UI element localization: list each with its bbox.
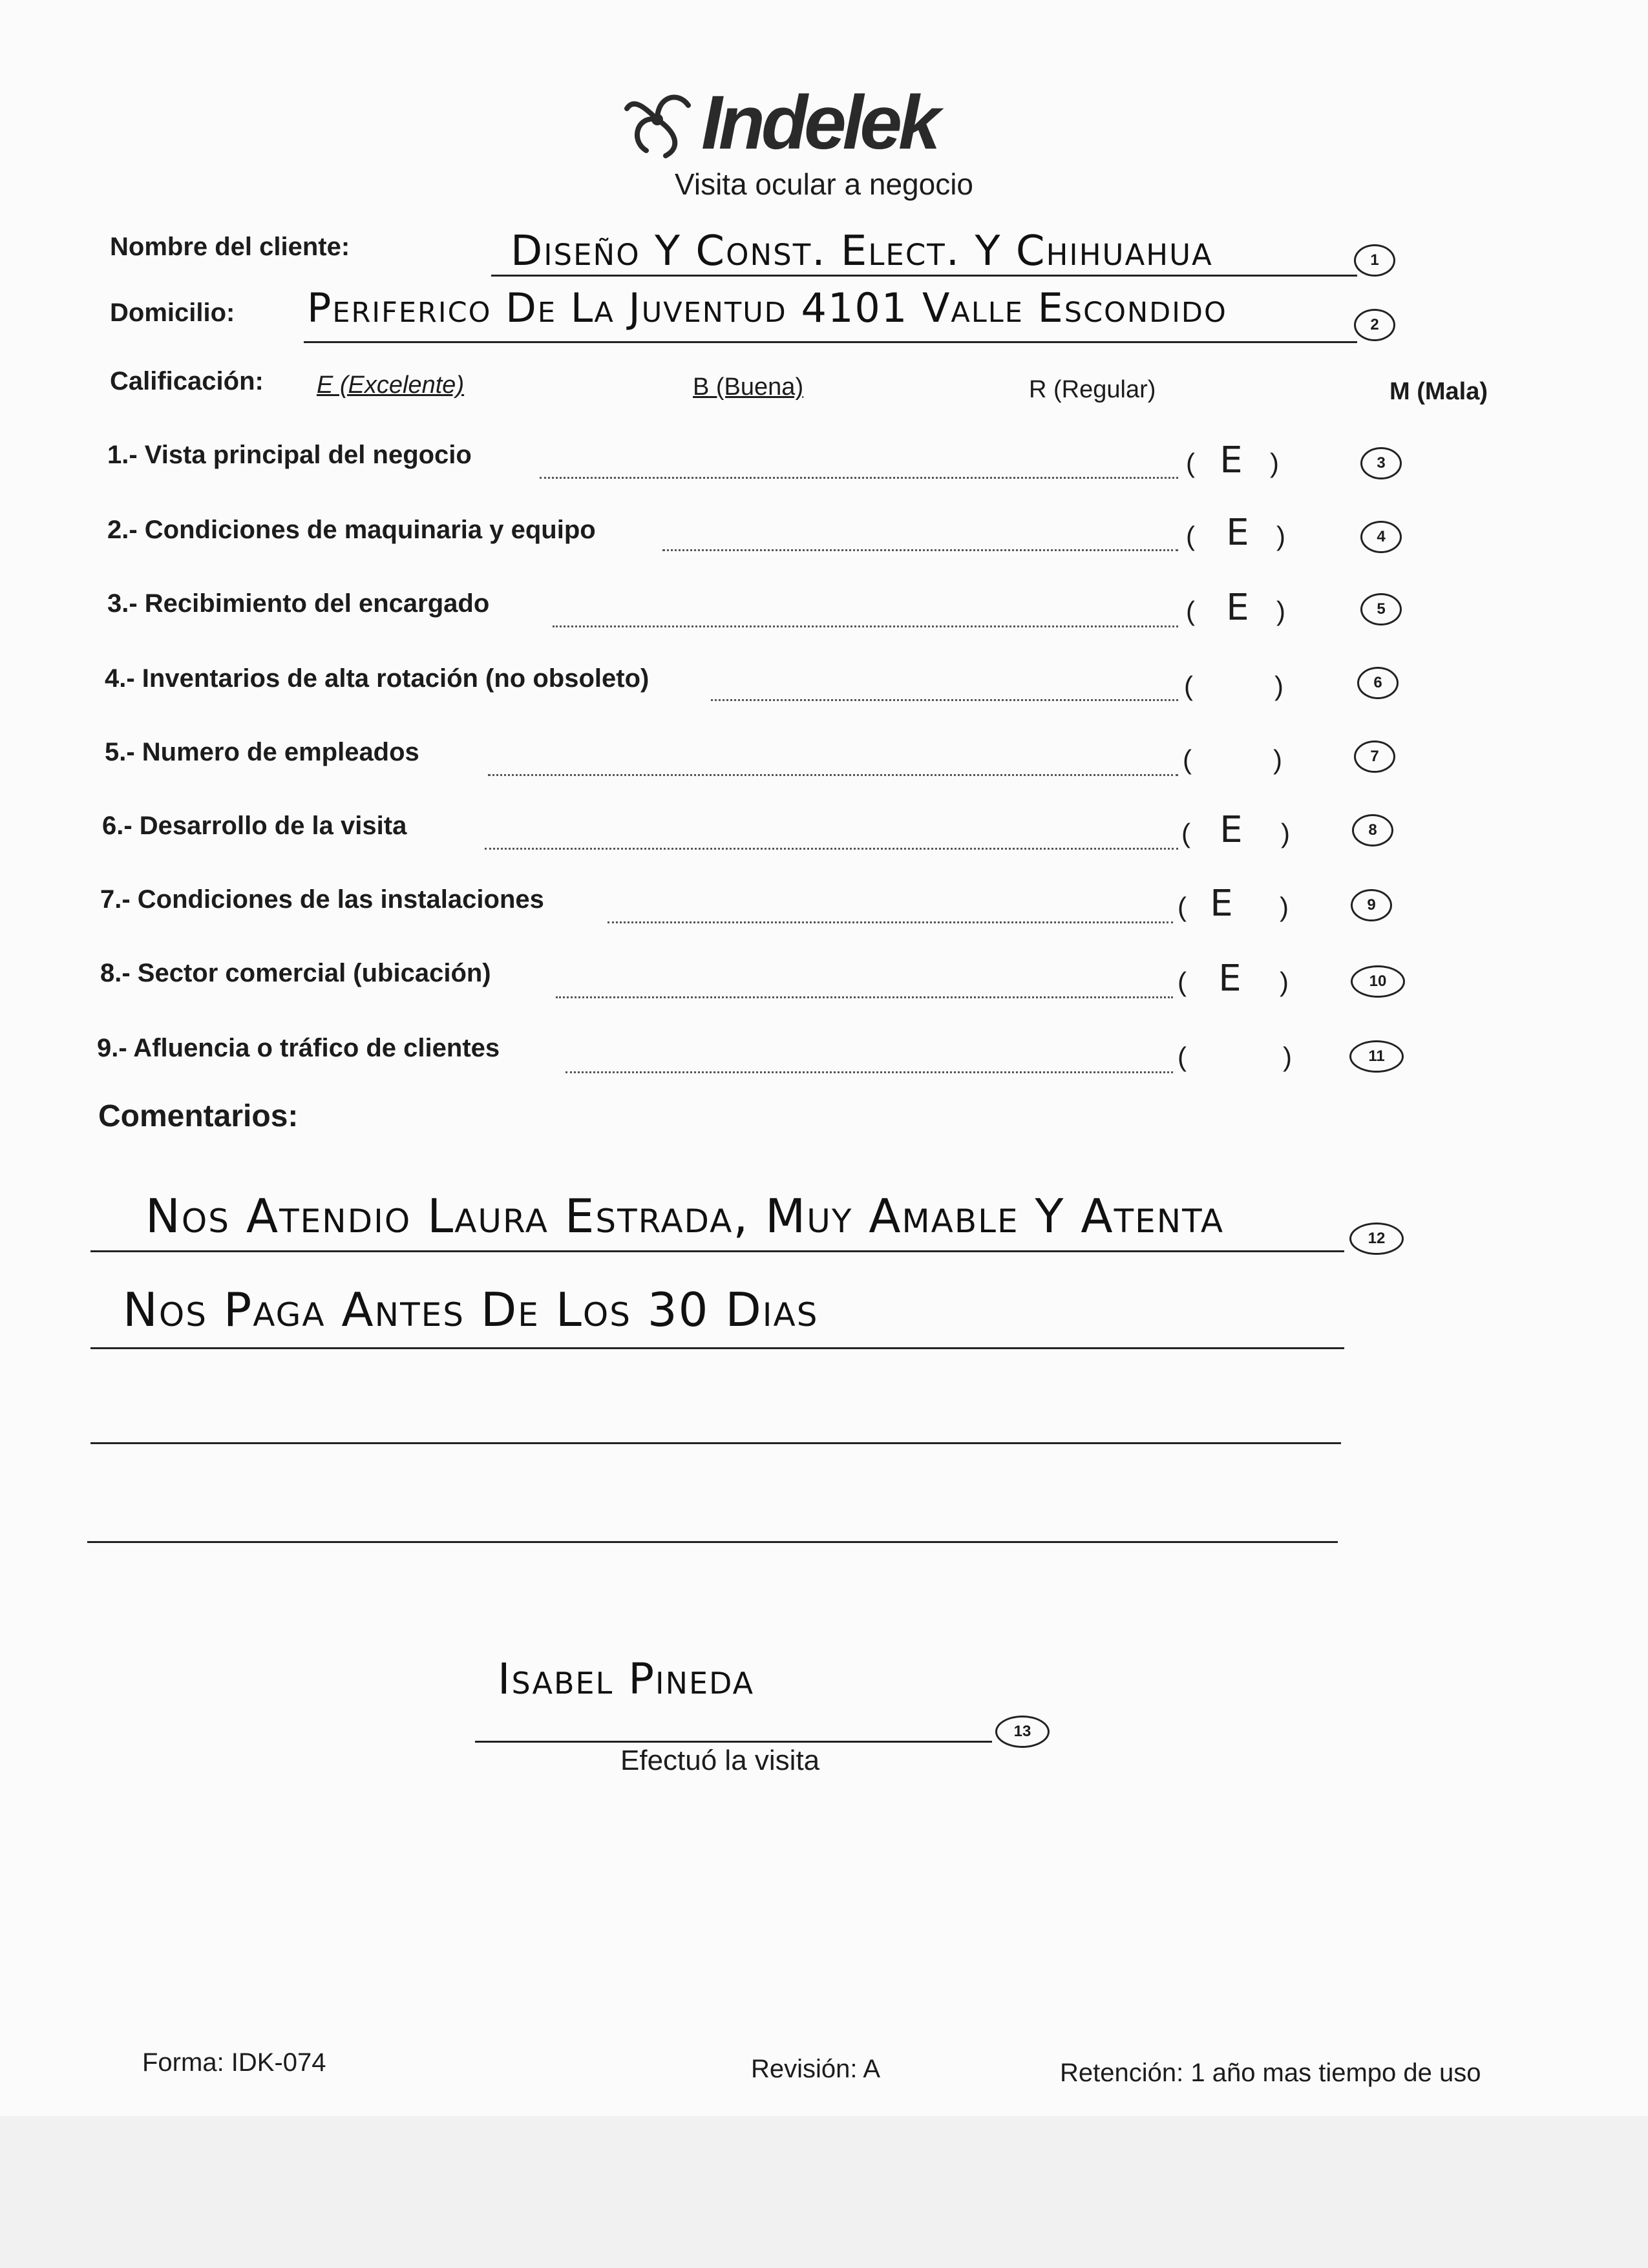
grade-value: E bbox=[1220, 809, 1243, 851]
paren-close: ) bbox=[1274, 671, 1284, 701]
grade-value: E bbox=[1220, 439, 1243, 481]
grade-value: E bbox=[1226, 587, 1249, 629]
item-label: 3.- Recibimiento del encargado bbox=[107, 589, 490, 618]
field-number-badge: 6 bbox=[1357, 667, 1399, 699]
paren-open: ( bbox=[1186, 521, 1195, 551]
comentarios-heading: Comentarios: bbox=[98, 1099, 299, 1133]
brand-logo bbox=[617, 74, 1070, 171]
leader-dots bbox=[488, 774, 1178, 776]
item-label: 9.- Afluencia o tráfico de clientes bbox=[97, 1034, 500, 1062]
leader-dots bbox=[662, 549, 1178, 551]
leader-dots bbox=[485, 848, 1178, 850]
leader-dots bbox=[607, 921, 1173, 923]
field-number-badge: 12 bbox=[1349, 1223, 1404, 1255]
item-label: 7.- Condiciones de las instalaciones bbox=[100, 885, 544, 914]
paren-close: ) bbox=[1280, 892, 1289, 922]
field-number-badge: 13 bbox=[995, 1716, 1050, 1748]
paren-close: ) bbox=[1276, 521, 1285, 551]
paren-close: ) bbox=[1281, 818, 1290, 848]
calificacion-label: Calificación: bbox=[110, 367, 264, 395]
field-number-badge: 7 bbox=[1354, 740, 1395, 773]
field-number-badge: 2 bbox=[1354, 309, 1395, 341]
leader-dots bbox=[556, 996, 1173, 998]
cliente-label: Nombre del cliente: bbox=[110, 233, 350, 261]
leader-dots bbox=[553, 625, 1178, 627]
domicilio-label: Domicilio: bbox=[110, 299, 235, 327]
field-number-badge: 9 bbox=[1351, 889, 1392, 921]
item-label: 4.- Inventarios de alta rotación (no obsoleto) bbox=[105, 664, 650, 693]
field-number-badge: 1 bbox=[1354, 244, 1395, 277]
paren-open: ( bbox=[1178, 967, 1187, 997]
field-number-badge: 3 bbox=[1360, 447, 1402, 479]
grade-value: E bbox=[1218, 958, 1241, 1000]
item-label: 5.- Numero de empleados bbox=[105, 738, 419, 766]
leader-dots bbox=[540, 477, 1178, 479]
field-number-badge: 4 bbox=[1360, 521, 1402, 553]
paren-open: ( bbox=[1181, 818, 1190, 848]
swirl-icon bbox=[617, 79, 698, 160]
paren-open: ( bbox=[1178, 892, 1187, 922]
comment-rule bbox=[90, 1442, 1341, 1444]
footer-revision: Revisión: A bbox=[751, 2055, 881, 2083]
paren-close: ) bbox=[1280, 967, 1289, 997]
grade-value: E bbox=[1226, 512, 1249, 554]
paren-close: ) bbox=[1283, 1042, 1292, 1072]
footer-forma: Forma: IDK-074 bbox=[142, 2048, 326, 2077]
paren-open: ( bbox=[1184, 671, 1193, 701]
leader-dots bbox=[711, 699, 1178, 701]
grade-value: E bbox=[1210, 883, 1233, 925]
footer-retencion: Retención: 1 año mas tiempo de uso bbox=[1060, 2059, 1481, 2087]
domicilio-line bbox=[304, 341, 1357, 343]
paren-open: ( bbox=[1183, 744, 1192, 775]
field-number-badge: 10 bbox=[1351, 965, 1405, 998]
paren-open: ( bbox=[1186, 448, 1195, 478]
comment-rule bbox=[90, 1250, 1344, 1252]
field-number-badge: 8 bbox=[1352, 814, 1393, 846]
domicilio-value: Periferico De La Juventud 4101 Valle Escondido bbox=[307, 284, 1227, 331]
comentario-line-2: Nos Paga Antes De Los 30 Dias bbox=[123, 1283, 819, 1337]
form-subtitle: Visita ocular a negocio bbox=[675, 167, 973, 201]
paren-close: ) bbox=[1276, 596, 1285, 626]
signature-name: Isabel Pineda bbox=[498, 1654, 755, 1704]
paren-close: ) bbox=[1273, 744, 1282, 775]
signature-line bbox=[475, 1741, 992, 1743]
field-number-badge: 11 bbox=[1349, 1040, 1404, 1073]
item-label: 8.- Sector comercial (ubicación) bbox=[100, 959, 491, 987]
comentario-line-1: Nos Atendio Laura Estrada, Muy Amable Y Atenta bbox=[145, 1189, 1225, 1243]
paren-close: ) bbox=[1270, 448, 1279, 478]
calificacion-option-b: B (Buena) bbox=[693, 373, 804, 401]
calificacion-option-e: E (Excelente) bbox=[317, 372, 465, 399]
comment-rule bbox=[87, 1541, 1338, 1543]
item-label: 1.- Vista principal del negocio bbox=[107, 441, 472, 469]
item-label: 6.- Desarrollo de la visita bbox=[102, 812, 407, 840]
field-number-badge: 5 bbox=[1360, 593, 1402, 625]
paren-open: ( bbox=[1178, 1042, 1187, 1072]
leader-dots bbox=[565, 1071, 1173, 1073]
paren-open: ( bbox=[1186, 596, 1195, 626]
item-label: 2.- Condiciones de maquinaria y equipo bbox=[107, 516, 596, 544]
calificacion-option-m: M (Mala) bbox=[1389, 378, 1488, 405]
comment-rule bbox=[90, 1347, 1344, 1349]
cliente-value: Diseño Y Const. Elect. Y Chihuahua bbox=[511, 227, 1213, 275]
calificacion-option-r: R (Regular) bbox=[1029, 376, 1156, 403]
signature-caption: Efectuó la visita bbox=[620, 1745, 820, 1776]
brand-name: Indelek bbox=[701, 80, 937, 165]
